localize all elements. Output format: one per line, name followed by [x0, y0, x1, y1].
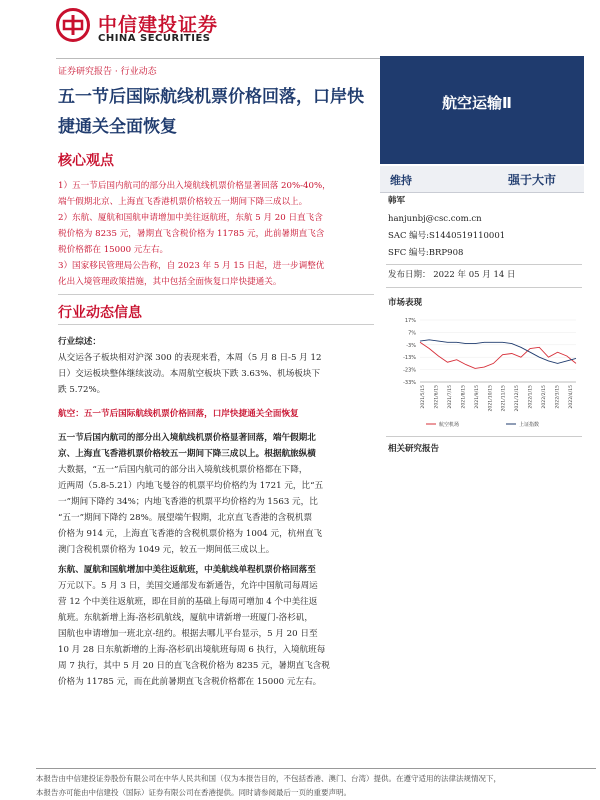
chart-x-tick-label: 2021/11/15: [501, 385, 507, 412]
chart-y-tick-label: 7%: [408, 330, 416, 337]
chart-y-tick-label: -13%: [403, 355, 416, 362]
p2-line: 周 7 执行，其中 5 月 20 日的直飞含税价格为 8235 元，暑期直飞含税: [58, 661, 330, 671]
analyst-name: 韩军: [388, 196, 406, 206]
rating-label: 维持: [390, 174, 412, 187]
chart-y-tick-label: -3%: [406, 342, 416, 349]
sac-id: SAC 编号:S1440519110001: [388, 231, 506, 241]
summary-title: 行业综述：: [58, 337, 101, 347]
chart-x-tick-label: 2021/9/15: [474, 385, 480, 409]
sfc-id: SFC 编号:BRP908: [388, 248, 464, 258]
core-line: 1）五一节后国内航司的部分出入境航线机票价格显著回落 20%-40%，: [58, 181, 331, 191]
chart-series-line-aviation: [420, 342, 576, 368]
p2-line: 10 月 28 日东航新增的上海-洛杉矶出境航班每周 6 执行，入境航班每: [58, 645, 326, 655]
core-line: 2）东航、厦航和国航申请增加中美往返航班，东航 5 月 20 日直飞含: [58, 213, 323, 223]
sidebar-divider-2: [386, 287, 582, 288]
section-divider: [58, 294, 374, 295]
p1-line: 五一节后国内航司的部分出入境航线机票价格显著回落，端午假期北: [58, 433, 316, 443]
summary-line: 日）交运板块整体继续波动。本周航空板块下跌 3.63%、机场板块下: [58, 369, 321, 379]
footer-divider: [36, 768, 596, 769]
p2-line: 航班。东航新增上海-洛杉矶航线，厦航申请新增一班厦门-洛杉矶，: [58, 613, 314, 623]
p2-line: 国航也申请增加一班北京-纽约。根据去哪儿平台显示，5 月 20 日至: [58, 629, 318, 639]
chart-x-tick-label: 2022/3/15: [555, 385, 561, 409]
core-heading: 核心观点: [58, 153, 114, 169]
p2-line: 价格为 11785 元，而在此前暑期直飞含税价格都在 15000 元左右。: [58, 677, 322, 687]
related-reports-title: 相关研究报告: [388, 444, 440, 454]
market-chart-title: 市场表现: [388, 298, 423, 308]
p2-line: 东航、厦航和国航增加中美往返航班，中美航线单程机票价格回落至: [58, 565, 316, 575]
summary-line: 从交运各子板块相对沪深 300 的表现来看，本周（5 月 8 日-5 月 12: [58, 353, 322, 363]
footer-line: 本报告亦可能由中信建投（国际）证券有限公司在香港提供。同时请参阅最后一页的重要声明。: [36, 788, 351, 797]
p1-line: 大数据，“五一”后国内航司的部分出入境航线机票价格都在下降，: [58, 465, 308, 475]
industry-heading: 行业动态信息: [58, 305, 142, 321]
p1-line: 澳门含税机票价格为 1049 元，较五一期间低三成以上。: [58, 545, 275, 555]
market-chart: [386, 314, 584, 430]
summary-line: 跌 5.72%。: [58, 385, 106, 395]
chart-x-tick-label: 2021/12/15: [515, 385, 521, 412]
rating-bar: [380, 166, 584, 193]
core-list: [58, 178, 376, 290]
chart-y-tick-label: 17%: [404, 318, 416, 324]
chart-y-ticks: [403, 318, 576, 386]
footer-disclaimer: [36, 772, 596, 800]
footer-line: 本报告由中信建投证券股份有限公司在中华人民共和国（仅为本报告目的，不包括香港、澳门、台湾）提供。在遵守适用的法律法规情况下，: [36, 774, 501, 783]
p1-bold-fragment: 京、上海直飞香港机票价格较五一期间下降三成以上。根据航旅纵横: [58, 449, 316, 459]
chart-legend-label: 上证指数: [519, 422, 540, 428]
report-type: 证券研究报告 · 行业动态: [58, 67, 157, 77]
p2-line: 营 12 个中美往返航班，即在目前的基础上每周可增加 4 个中美往返: [58, 597, 318, 607]
p1-line: 价格为 914 元，上海直飞香港的含税机票价格为 1004 元，杭州直飞: [58, 529, 323, 539]
sidebar-divider-1: [386, 264, 582, 265]
chart-x-tick-label: 2022/4/15: [569, 385, 574, 409]
p1-line: 一”期间下降约 34%；内地飞香港的机票平均价格约为 1563 元，比: [58, 497, 318, 507]
logo-mark-icon: [62, 14, 84, 36]
chart-x-tick-label: 2022/1/15: [528, 385, 534, 409]
sector-name: 航空运输Ⅱ: [442, 94, 512, 112]
chart-x-ticks: [420, 385, 574, 412]
p2-line: 万元以下。5 月 3 日，美国交通部发布新通告，允许中国航司每周运: [58, 581, 318, 591]
p1-line: “五一”期间下降约 28%。展望端午假期，北京直飞香港的含税机票: [58, 513, 313, 523]
analyst-email[interactable]: hanjunbj@csc.com.cn: [388, 214, 482, 224]
core-line: 税价格为 8235 元，暑期直飞含税价格为 11785 元，此前暑期直飞含: [58, 229, 325, 239]
chart-y-tick-label: -23%: [403, 367, 416, 374]
core-line: 端午假期北京、上海直飞香港机票价格较五一期间下降三成以上。: [58, 197, 308, 207]
rating-value: 强于大市: [508, 173, 557, 187]
logo-text-en: CHINA SECURITIES: [98, 33, 211, 44]
chart-x-tick-label: 2021/8/15: [461, 385, 467, 409]
chart-x-tick-label: 2021/5/15: [421, 385, 426, 409]
sidebar-divider-3: [386, 436, 582, 437]
paragraph-2: [58, 562, 376, 690]
logo-text-cn: 中信建投证券: [98, 14, 219, 36]
summary-paragraph: [58, 350, 376, 398]
chart-x-tick-label: 2022/2/15: [542, 385, 548, 409]
chart-x-tick-label: 2021/7/15: [447, 385, 453, 409]
publish-date: 发布日期： 2022 年 05 月 14 日: [388, 270, 516, 280]
p1-line: 近两周（5.8-5.21）内地飞曼谷的机票平均价格约为 1721 元，比“五: [58, 481, 324, 491]
paragraph-1: [58, 430, 376, 558]
p1-line: [58, 446, 376, 462]
core-line: 3）国家移民管理局公告称，自 2023 年 5 月 15 日起，进一步调整优: [58, 261, 325, 271]
chart-x-tick-label: 2021/6/15: [434, 385, 440, 409]
chart-y-tick-label: -33%: [403, 380, 416, 386]
sector-banner: [380, 56, 584, 164]
report-title: 五一节后国际航线机票价格回落，口岸快捷通关全面恢复: [58, 87, 364, 137]
company-logo-icon: [56, 8, 90, 42]
chart-legend-label: 航空机场: [439, 422, 460, 428]
chart-legend: [426, 421, 539, 428]
core-line: 化出入境管理政策措施，其中包括全面恢复口岸快捷通关。: [58, 277, 282, 287]
chart-series-group: [420, 340, 576, 369]
aviation-title: 航空：五一节后国际航线机票价格回落，口岸快捷通关全面恢复: [58, 409, 299, 419]
industry-divider: [58, 324, 374, 325]
chart-x-tick-label: 2021/10/15: [488, 385, 494, 412]
core-line: 税价格都在 15000 元左右。: [58, 245, 169, 255]
